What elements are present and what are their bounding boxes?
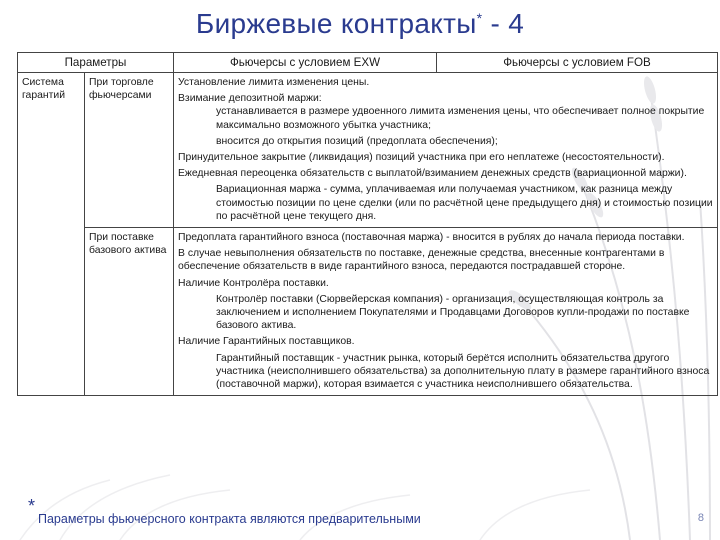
decorative-grass-strip (0, 450, 720, 540)
section-body-trading (174, 73, 718, 228)
list-item: устанавливается в размере удвоенного лимита изменения цены, что обеспечивает полное покрытие максимально возможного убытка участника; (216, 106, 705, 131)
system-guarantees-cell (18, 73, 85, 396)
slide-title-text: Биржевые контракты (195, 8, 477, 39)
page-number: 8 (697, 512, 704, 524)
header-fob: Фьючерсы с условием FOB (437, 53, 718, 73)
list-item: вносится до открытия позиций (предоплата обеспечения); (216, 135, 498, 147)
list-item: Вариационная маржа - сумма, уплачиваемая или получаемая участником, как разница между стоимостью позиции по цене сделки (или по расчётной цене предыдущего дня) и стоимостью позиции по расчётной цене текущего дня. (216, 184, 713, 222)
list-item: Установление лимита изменения цены. (178, 77, 370, 88)
table-row (18, 228, 718, 396)
list-item: Принудительное закрытие (ликвидация) позиций участника при его неплатеже (несостоятельности). (178, 152, 665, 164)
list-item: Предоплата гарантийного взноса (поставочная маржа) - вносится в рублях до начала периода поставки. (178, 232, 685, 244)
section-label-cell (85, 228, 174, 396)
footnote-mark: * (28, 496, 36, 516)
list-item: Контролёр поставки (Сюрвейерская компания) - организация, осуществляющая контроль за заключением и исполнением Покупателями и Продавцами Договоров купли-продажи по поставке базового актива. (216, 293, 690, 332)
section-body-delivery (174, 228, 718, 396)
system-guarantees-label: Система гарантий (22, 77, 66, 102)
list-item: Наличие Контролёра поставки. (178, 277, 329, 289)
slide-title (0, 8, 720, 40)
list-item: Гарантийный поставщик - участник рынка, который берётся исполнить обязательства другого участника (неисполнившего обязательства) за дополнительную плату в размере гарантийного взноса (поставочной маржи), которая взимается с участника неисполнившего обязательства. (216, 352, 710, 391)
footnote-text: Параметры фьючерсного контракта являются предварительными (38, 512, 421, 526)
section-label-cell (85, 73, 174, 228)
section-label-trading: При торговле фьючерсами (89, 77, 154, 102)
section-label-delivery: При поставке базового актива (89, 232, 167, 257)
list-item: Взимание депозитной маржи: (178, 93, 322, 105)
header-params: Параметры (18, 53, 174, 73)
slide-title-suffix: - 4 (482, 8, 525, 39)
list-item: В случае невыполнения обязательств по поставке, денежные средства, внесенные контрагентами в обеспечение обязательств в виде гарантийного взноса, передаются пострадавшей стороне. (178, 248, 665, 273)
header-exw: Фьючерсы с условием EXW (174, 53, 437, 73)
table-header-row (18, 53, 718, 73)
slide-title-footnote-mark: * (476, 10, 483, 26)
list-item: Наличие Гарантийных поставщиков. (178, 336, 355, 348)
table-row (18, 73, 718, 228)
list-item: Ежедневная переоценка обязательств с выплатой/взиманием денежных средств (вариационной маржи). (178, 168, 687, 180)
futures-guarantee-table (17, 52, 718, 396)
